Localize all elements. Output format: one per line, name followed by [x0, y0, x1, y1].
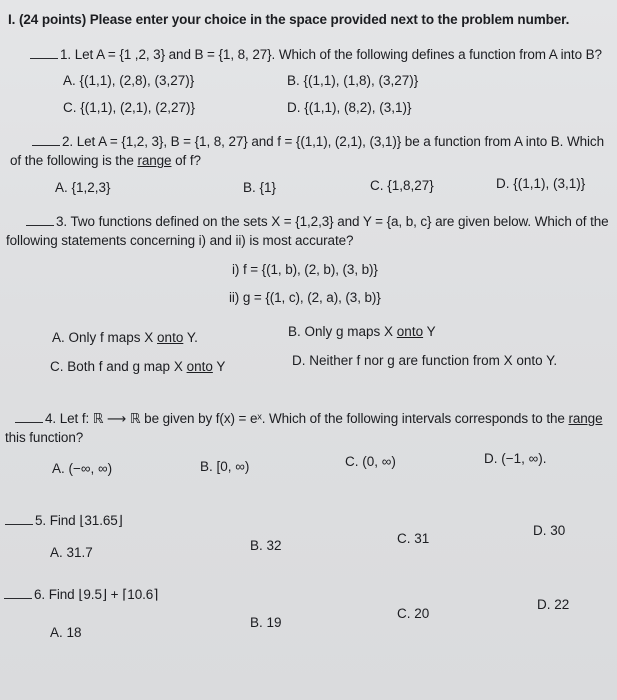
- q2-option-d: D. {(1,1), (3,1)}: [496, 176, 586, 191]
- q4-option-c: C. (0, ∞): [345, 454, 396, 469]
- answer-blank-2[interactable]: [32, 133, 60, 146]
- answer-blank-5[interactable]: [5, 512, 33, 525]
- question-1-number: 1.: [60, 47, 72, 62]
- q5-option-a: A. 31.7: [50, 545, 93, 560]
- q1-option-a: A. {(1,1), (2,8), (3,27)}: [63, 73, 195, 88]
- q6-option-c: C. 20: [397, 606, 430, 621]
- question-2: [32, 133, 604, 149]
- function-f-definition: i) f = {(1, b), (2, b), (3, b)}: [232, 262, 378, 277]
- q6-option-d: D. 22: [537, 597, 570, 612]
- q6-option-a: A. 18: [50, 625, 82, 640]
- q3-option-b: B. Only g maps X onto Y: [288, 324, 436, 339]
- question-6-text: Find ⌊9.5⌋ + ⌈10.6⌉: [48, 587, 159, 602]
- question-3-line2: following statements concerning i) and ii) is most accurate?: [6, 233, 354, 248]
- question-4-number: 4.: [45, 411, 57, 426]
- q5-option-c: C. 31: [397, 531, 430, 546]
- question-6-number: 6.: [34, 587, 46, 602]
- q2-option-c: C. {1,8,27}: [370, 178, 434, 193]
- question-5-number: 5.: [35, 513, 47, 528]
- section-header: I. (24 points) Please enter your choice in the space provided next to the problem number.: [8, 12, 570, 27]
- answer-blank-4[interactable]: [15, 410, 43, 423]
- q1-option-b: B. {(1,1), (1,8), (3,27)}: [287, 73, 419, 88]
- q4-option-b: B. [0, ∞): [200, 459, 250, 474]
- question-1: [30, 46, 602, 62]
- q2-option-a: A. {1,2,3}: [55, 180, 111, 195]
- q1-option-c: C. {(1,1), (2,1), (2,27)}: [63, 100, 196, 115]
- q5-option-d: D. 30: [533, 523, 566, 538]
- question-2-number: 2.: [62, 134, 74, 149]
- q4-option-d: D. (−1, ∞).: [484, 451, 547, 466]
- question-4: 4. Let f: ℝ ⟶ ℝ be given by f(x) = eˣ. Which of the following intervals corresponds to the range: [15, 410, 602, 427]
- question-2-text: Let A = {1,2, 3}, B = {1, 8, 27} and f = {(1,1), (2,1), (3,1)} be a function from A into B. Which: [76, 134, 604, 149]
- answer-blank-6[interactable]: [4, 586, 32, 599]
- q1-option-d: D. {(1,1), (8,2), (3,1)}: [287, 100, 412, 115]
- question-3-number: 3.: [56, 214, 68, 229]
- question-2-line2: of the following is the range of f?: [10, 153, 201, 168]
- q4-option-a: A. (−∞, ∞): [52, 461, 113, 476]
- q5-option-b: B. 32: [250, 538, 282, 553]
- function-g-definition: ii) g = {(1, c), (2, a), (3, b)}: [229, 290, 381, 305]
- q3-option-c: C. Both f and g map X onto Y: [50, 359, 226, 374]
- question-3-text: Two functions defined on the sets X = {1,2,3} and Y = {a, b, c} are given below. Which of the: [70, 214, 609, 229]
- q3-option-d: D. Neither f nor g are function from X onto Y.: [292, 353, 558, 368]
- question-3: [26, 213, 609, 229]
- question-5: [5, 512, 123, 529]
- q3-option-a: A. Only f maps X onto Y.: [52, 330, 198, 345]
- question-1-text: Let A = {1 ,2, 3} and B = {1, 8, 27}. Which of the following defines a function from A into B?: [74, 47, 602, 62]
- q2-option-b: B. {1}: [243, 180, 277, 195]
- answer-blank-1[interactable]: [30, 46, 58, 59]
- question-6: [4, 586, 158, 603]
- question-5-text: Find ⌊31.65⌋: [49, 513, 123, 528]
- q6-option-b: B. 19: [250, 615, 282, 630]
- answer-blank-3[interactable]: [26, 213, 54, 226]
- question-4-line2: this function?: [5, 430, 84, 445]
